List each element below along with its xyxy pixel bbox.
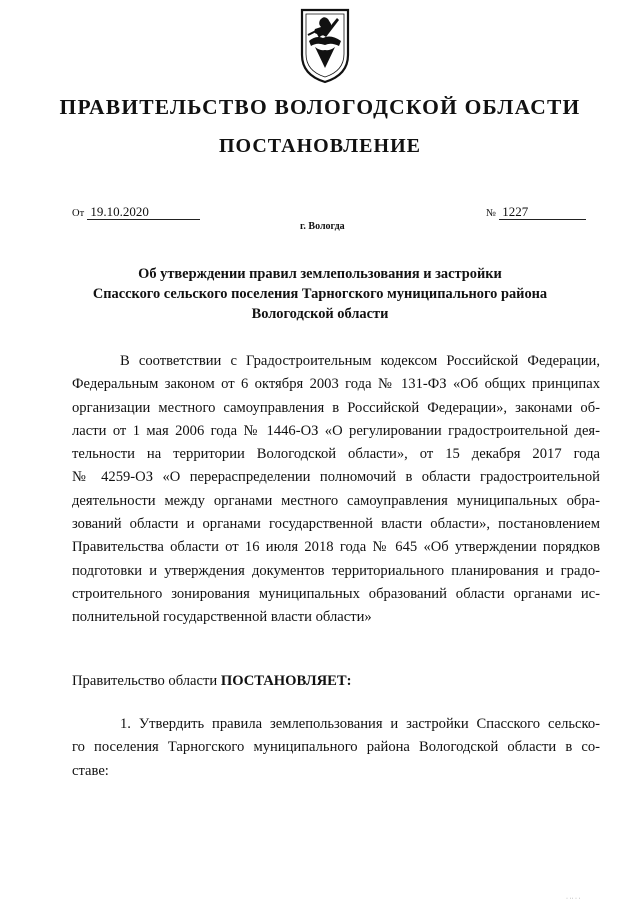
item-line: го поселения Тарногского муниципального района Вологодской области в со-: [72, 739, 600, 756]
preamble-line: Федеральным законом от 6 октября 2003 года № 131-ФЗ «Об общих принципах: [72, 376, 600, 393]
preamble-line: № 4259-ОЗ «О перераспределении полномочий в области градостроительной: [72, 469, 600, 486]
preamble-line: ласти от 1 мая 2006 года № 1446-ОЗ «О регулировании градостроительной дея-: [72, 422, 600, 439]
preamble-paragraph: [72, 350, 600, 630]
item-1-paragraph: [72, 713, 600, 783]
date-label: От: [72, 208, 85, 219]
date-value: 19.10.2020: [87, 204, 200, 220]
resolution-prefix: Правительство области: [72, 673, 218, 689]
preamble-line: Правительства области от 16 июля 2018 года № 645 «Об утверждении порядков: [72, 539, 600, 556]
number-value: 1227: [499, 204, 586, 220]
item-line: ставе:: [72, 762, 109, 779]
title-line: Спасского сельского поселения Тарногского муниципального района: [92, 286, 548, 302]
document-date: [72, 204, 200, 220]
document-type: ПОСТАНОВЛЕНИЕ: [219, 135, 421, 157]
preamble-line: подготовки и утверждения документов территориального планирования и градо-: [72, 562, 600, 579]
preamble-line: зований области и органами государственной власти области», постановлением: [72, 516, 600, 533]
resolution-keyword: ПОСТАНОВЛЯЕТ:: [220, 673, 352, 689]
number-label: №: [486, 208, 497, 219]
item-line: 1. Утвердить правила землепользования и застройки Спасского сельско-: [120, 716, 600, 732]
resolution-line: [72, 673, 351, 690]
document-number: [486, 204, 586, 220]
preamble-line: деятельности между органами местного самоуправления муниципальных обра-: [72, 492, 600, 509]
scan-mark: · ·· · ·: [566, 896, 581, 902]
preamble-line: строительного зонирования муниципальных образований области органами ис-: [72, 585, 600, 602]
title-line: Об утверждении правил землепользования и застройки: [138, 266, 502, 282]
city-name: г. Вологда: [300, 221, 345, 232]
coat-of-arms-icon: [298, 5, 352, 85]
preamble-line: полнительной государственной власти области»: [72, 609, 372, 626]
organization-name: ПРАВИТЕЛЬСТВО ВОЛОГОДСКОЙ ОБЛАСТИ: [59, 95, 581, 119]
preamble-line: организации местного самоуправления в Российской Федерации», законами об-: [72, 399, 600, 416]
document-title: [0, 264, 640, 324]
title-line: Вологодской области: [251, 306, 389, 322]
preamble-line: тельности на территории Вологодской области», от 15 декабря 2017 года: [72, 446, 600, 463]
preamble-line: В соответствии с Градостроительным кодексом Российской Федерации,: [120, 353, 600, 369]
